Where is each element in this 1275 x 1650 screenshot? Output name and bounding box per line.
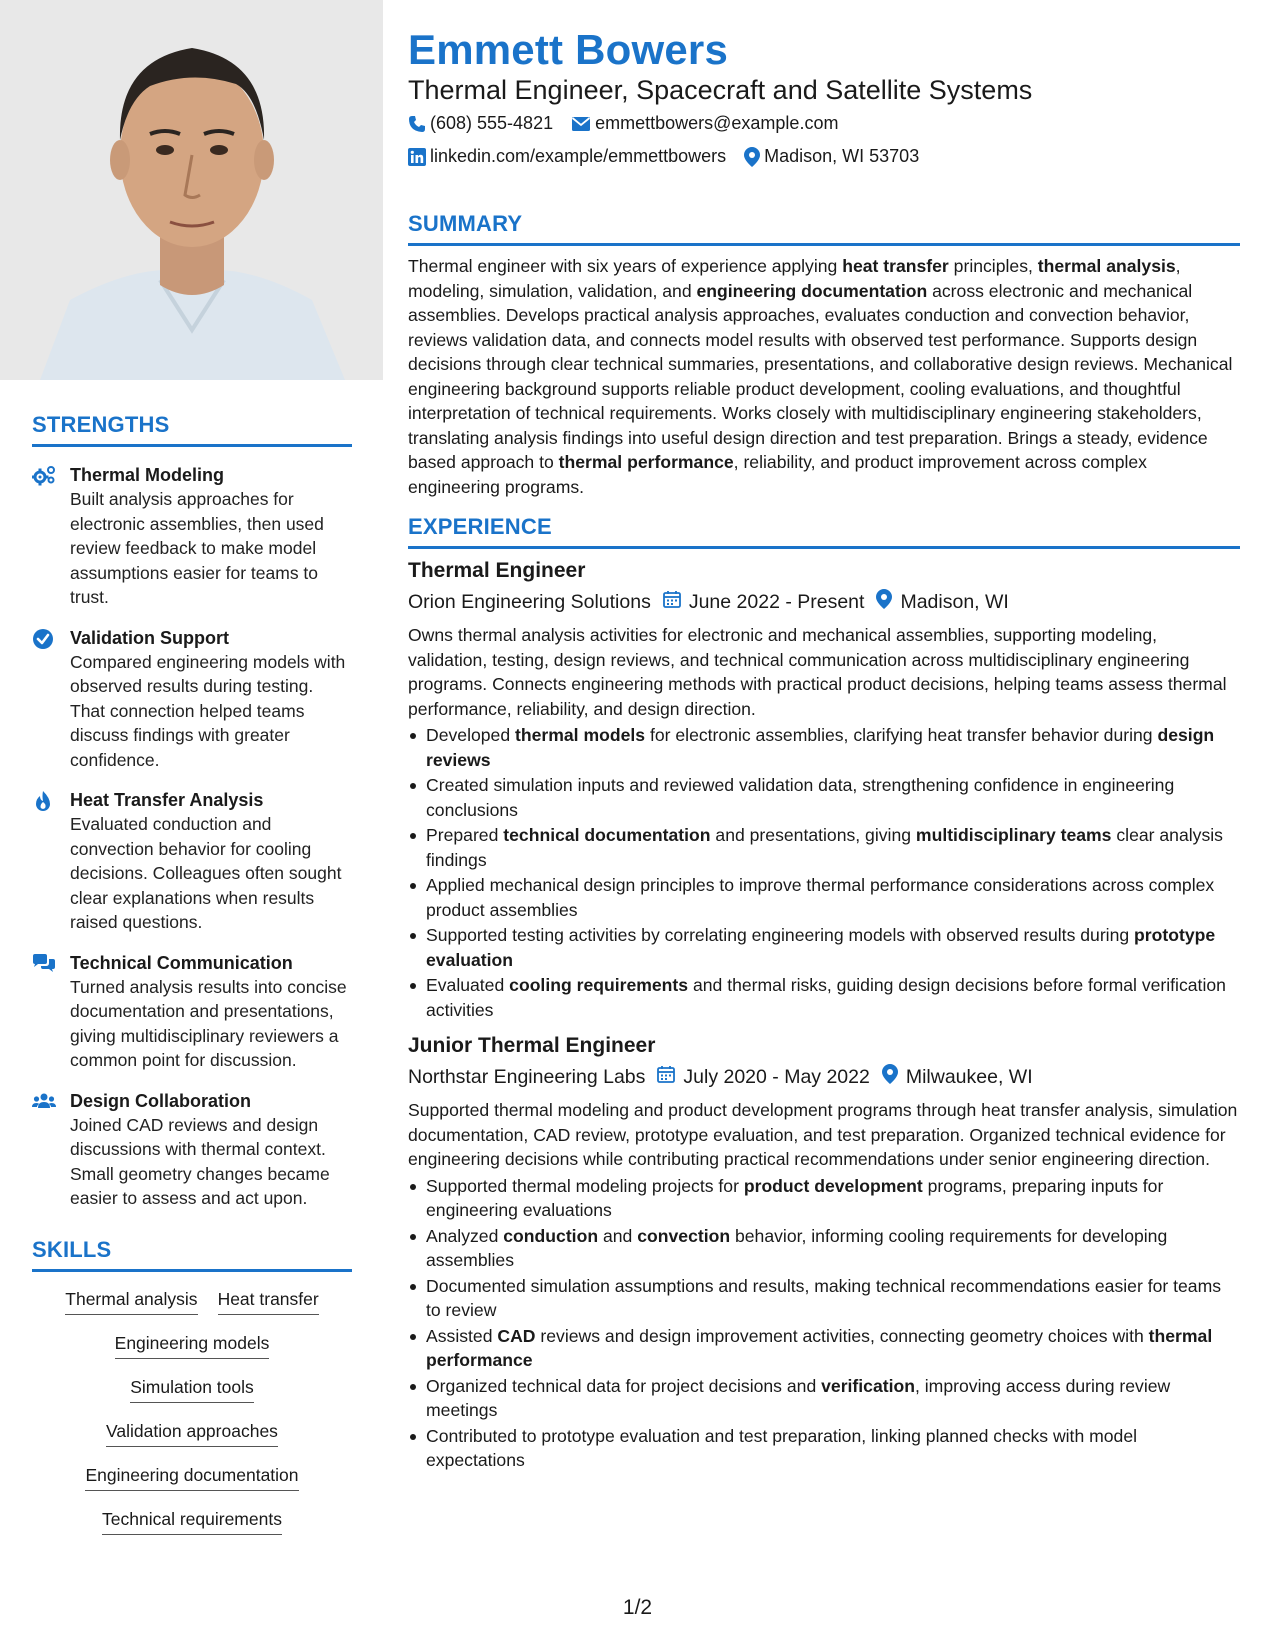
job-meta: [408, 589, 1240, 615]
list-item: Supported thermal modeling projects for product development programs, preparing inputs for engineering evaluations: [408, 1174, 1240, 1223]
skill-tag: Engineering models: [115, 1330, 270, 1359]
summary-section: [408, 211, 1240, 499]
strength-item: [32, 626, 352, 773]
sidebar: [0, 0, 383, 1650]
section-divider: [32, 444, 352, 447]
summary-text: Thermal engineer with six years of experience applying heat transfer principles, thermal analysis, modeling, simulation, validation, and engineering documentation across electronic and mechanical assemblies. Develops practical analysis approaches, evaluates conduction and convection behavior, reviews validation data, and connects model results with observed test performance. Supports design decisions through clear technical summaries, presentations, and collaborative design reviews. Mechanical engineering background supports reliable product development, cooling evaluations, and thoughtful interpretation of technical requirements. Works closely with multidisciplinary engineering stakeholders, translating analysis findings into useful design direction and test preparation. Brings a steady, evidence based approach to thermal performance, reliability, and product improvement across complex engineering programs.: [408, 256, 1233, 497]
map-pin-icon: [744, 147, 760, 167]
strengths-section: [32, 412, 352, 1211]
job-bullets: [408, 1174, 1240, 1473]
contact-location: [744, 146, 919, 167]
list-item: Created simulation inputs and reviewed validation data, strengthening confidence in engineering conclusions: [408, 773, 1240, 822]
phone-icon: [408, 115, 426, 133]
strength-description: Built analysis approaches for electronic assemblies, then used review feedback to make model assumptions easier for teams to trust.: [70, 489, 324, 607]
list-item: Applied mechanical design principles to improve thermal performance considerations across complex product assemblies: [408, 873, 1240, 922]
strength-title: Design Collaboration: [70, 1090, 252, 1111]
job-location: Madison, WI: [900, 590, 1009, 613]
strength-item: [32, 463, 352, 610]
calendar-icon: [657, 1065, 675, 1089]
chat-bubbles-icon: [32, 953, 56, 975]
list-item: Prepared technical documentation and presentations, giving multidisciplinary teams clear analysis findings: [408, 823, 1240, 872]
skills-list: [32, 1286, 352, 1535]
strength-title: Thermal Modeling: [70, 465, 225, 485]
linkedin-text[interactable]: linkedin.com/example/emmettbowers: [430, 146, 727, 166]
linkedin-icon: [408, 148, 426, 166]
skill-tag: Engineering documentation: [85, 1462, 298, 1491]
company-name: Northstar Engineering Labs: [408, 1065, 646, 1088]
profile-photo: [0, 0, 383, 380]
experience-section: [408, 514, 1240, 1474]
job-entry: [408, 1034, 1240, 1473]
map-pin-icon: [882, 1064, 898, 1090]
section-divider: [408, 243, 1240, 246]
skill-tag: Validation approaches: [106, 1418, 278, 1447]
phone-text: (608) 555-4821: [430, 113, 554, 133]
gears-icon: [32, 465, 56, 487]
skill-tag: Technical requirements: [102, 1506, 282, 1535]
strength-item: [32, 788, 352, 935]
list-item: Developed thermal models for electronic assemblies, clarifying heat transfer behavior during design reviews: [408, 723, 1240, 772]
job-title: Junior Thermal Engineer: [408, 1034, 656, 1057]
users-icon: [32, 1091, 56, 1113]
strength-title: Heat Transfer Analysis: [70, 790, 264, 810]
candidate-name: Emmett Bowers: [408, 26, 729, 73]
job-entry: [408, 559, 1240, 1022]
candidate-headline: Thermal Engineer, Spacecraft and Satellite Systems: [408, 75, 1033, 105]
strength-item: [32, 951, 352, 1073]
contact-phone: [408, 113, 553, 134]
strength-title: Technical Communication: [70, 952, 293, 973]
strength-description: Joined CAD reviews and design discussions with thermal context. Small geometry changes became easier to assess and act upon.: [70, 1114, 330, 1208]
strengths-heading: STRENGTHS: [32, 412, 170, 437]
job-description: Owns thermal analysis activities for electronic and mechanical assemblies, supporting modeling, validation, testing, design reviews, and technical communication across multidisciplinary engineering programs. Connects engineering methods with practical product decisions, helping teams assess thermal performance, reliability, and design direction.: [408, 625, 1227, 719]
contact-row-1: [408, 113, 838, 134]
strength-description: Evaluated conduction and convection behavior for cooling decisions. Colleagues often sought clear explanations when results raised questions.: [70, 814, 342, 932]
flame-icon: [32, 790, 56, 812]
skills-heading: SKILLS: [32, 1236, 112, 1262]
job-title: Thermal Engineer: [408, 559, 586, 582]
check-circle-icon: [32, 628, 56, 650]
strength-description: Compared engineering models with observed results during testing. That connection helped teams discuss findings with greater confidence.: [70, 651, 346, 770]
job-bullets: [408, 723, 1240, 1022]
skill-tag: Simulation tools: [130, 1374, 254, 1403]
job-dates: June 2022 - Present: [688, 590, 865, 613]
experience-heading: EXPERIENCE: [408, 514, 552, 539]
company-name: Orion Engineering Solutions: [408, 590, 651, 613]
contact-linkedin[interactable]: [408, 146, 726, 167]
list-item: Assisted CAD reviews and design improvement activities, connecting geometry choices with thermal performance: [408, 1324, 1240, 1373]
strength-item: [32, 1089, 352, 1211]
email-text[interactable]: emmettbowers@example.com: [595, 113, 839, 133]
calendar-icon: [663, 590, 681, 614]
list-item: Documented simulation assumptions and results, making technical recommendations easier for teams to review: [408, 1274, 1240, 1323]
map-pin-icon: [876, 589, 892, 615]
skills-section: [32, 1237, 352, 1535]
list-item: Supported testing activities by correlating engineering models with observed results during prototype evaluation: [408, 923, 1240, 972]
section-divider: [408, 546, 1240, 549]
job-dates: July 2020 - May 2022: [683, 1065, 870, 1088]
list-item: Contributed to prototype evaluation and test preparation, linking planned checks with model expectations: [408, 1424, 1240, 1473]
strength-title: Validation Support: [70, 627, 230, 648]
list-item: Organized technical data for project decisions and verification, improving access during review meetings: [408, 1374, 1240, 1423]
skill-tag: Heat transfer: [218, 1286, 319, 1315]
contact-row-2: [408, 146, 919, 167]
job-meta: [408, 1064, 1240, 1090]
envelope-icon: [571, 116, 591, 132]
skill-tag: Thermal analysis: [65, 1286, 197, 1315]
contact-email[interactable]: [571, 113, 838, 134]
job-location: Milwaukee, WI: [905, 1065, 1033, 1088]
list-item: Analyzed conduction and convection behavior, informing cooling requirements for developing assemblies: [408, 1224, 1240, 1273]
location-text: Madison, WI 53703: [764, 146, 920, 166]
list-item: Evaluated cooling requirements and thermal risks, guiding design decisions before formal verification activities: [408, 973, 1240, 1022]
page-number: 1/2: [622, 1596, 653, 1619]
job-description: Supported thermal modeling and product development programs through heat transfer analysis, simulation documentation, CAD review, prototype evaluation, and test preparation. Organized technical evidence for engineering decisions while contributing practical recommendations under senior engineering direction.: [408, 1100, 1238, 1169]
strength-description: Turned analysis results into concise documentation and presentations, giving multidisciplinary reviewers a common point for discussion.: [70, 976, 347, 1070]
summary-heading: SUMMARY: [408, 211, 523, 236]
section-divider: [32, 1269, 352, 1272]
